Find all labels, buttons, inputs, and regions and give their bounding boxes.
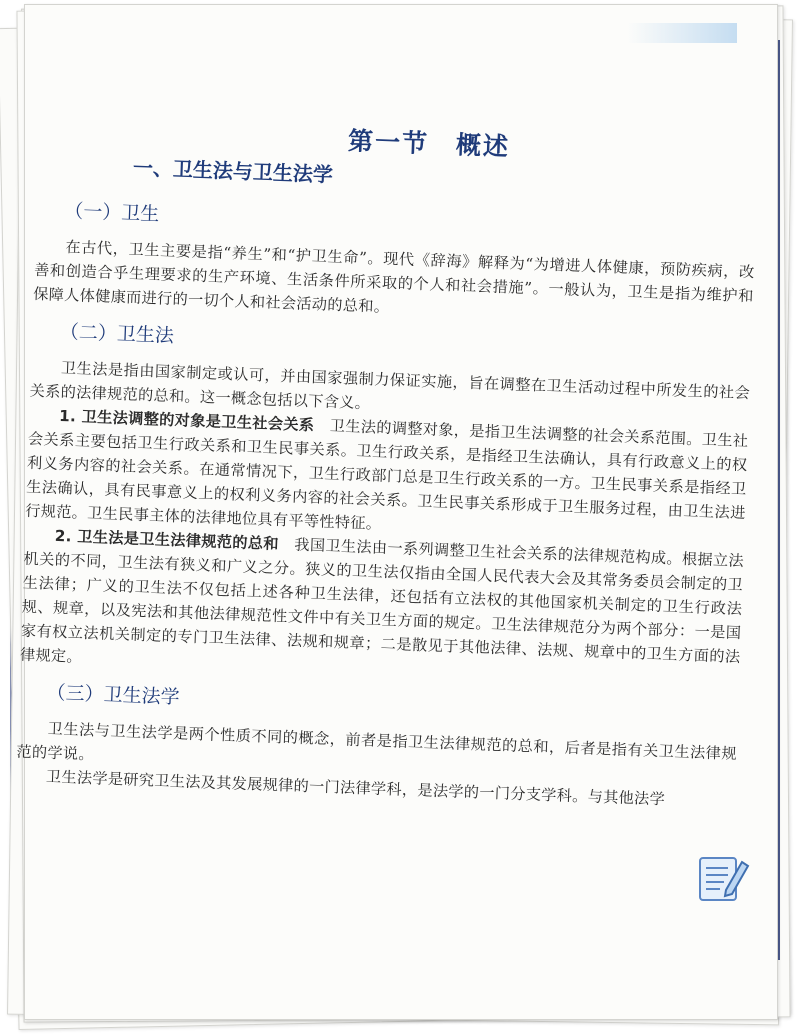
page-content xyxy=(15,110,759,814)
point-label: 2. 卫生法是卫生法律规范的总和 xyxy=(54,526,280,554)
numbered-point xyxy=(20,523,745,693)
subsection-heading: （三）卫生法学 xyxy=(46,681,180,709)
chapter-title: 第一节 概述 xyxy=(347,126,511,162)
paragraph: 卫生法与卫生法学是两个性质不同的概念，前者是指卫生法律规范的总和，后者是指有关卫生法律规范的学说。 xyxy=(16,719,738,764)
point-text: 卫生法的调整对象，是指卫生法调整的社会关系范围。卫生社会关系主要包括卫生行政关系和卫生民事关系。卫生行政关系，是指经卫生法确认，具有行政意义上的权利义务内容的社会关系。在通常情况下，卫生行政部门总是卫生行政关系的一方。卫生民事关系是指经卫生法确认，具有民事意义上的权利义务内容的社会关系。卫生民事关系形成于卫生服务过程，由卫生法进行规范。卫生民事主体的法律地位具有平等性特征。 xyxy=(24,416,749,533)
paragraph: 卫生法是指由国家制定或认可，并由国家强制力保证实施，旨在调整在卫生活动过程中所发生的社会关系的法律规范的总和。这一概念包括以下含义。 xyxy=(29,358,751,413)
paragraph: 在古代，卫生主要是指“养生”和“护卫生命”。现代《辞海》解释为“为增进人体健康，预防疾病，改善和创造合乎生理要求的生产环境、生活条件所采取的个人和社会措施”。一般认为，卫生是指为维护和保障人体健康而进行的一切个人和社会活动的总和。 xyxy=(32,238,755,316)
paragraph: 卫生法学是研究卫生法及其发展规律的一门法律学科，是法学的一门分支学科。与其他法学 xyxy=(45,767,666,809)
section-heading: 一、卫生法与卫生法学 xyxy=(132,155,334,187)
subsection-heading: （一）卫生 xyxy=(63,199,160,226)
subsection-heading: （二）卫生法 xyxy=(59,320,175,348)
notepad-pencil-icon xyxy=(696,850,750,904)
page-corner-shade xyxy=(627,23,737,43)
point-label: 1. 卫生法调整的对象是卫生社会关系 xyxy=(58,406,315,435)
point-text: 我国卫生法由一系列调整卫生社会关系的法律规范构成。根据立法机关的不同，卫生法有狭义和广义之分。狭义的卫生法仅指由全国人民代表大会及其常务委员会制定的卫生法律；广义的卫生法不仅包括上述各种卫生法律，还包括有立法权的其他国家机关制定的卫生行政法规、规章，以及宪法和其他法律规范性文件中有关卫生方面的规定。卫生法律规范分为两个部分：一是国家有权立法机关制定的专门卫生法律、法规和规章；二是散见于其他法律、法规、规章中的卫生方面的法律规定。 xyxy=(19,535,745,667)
